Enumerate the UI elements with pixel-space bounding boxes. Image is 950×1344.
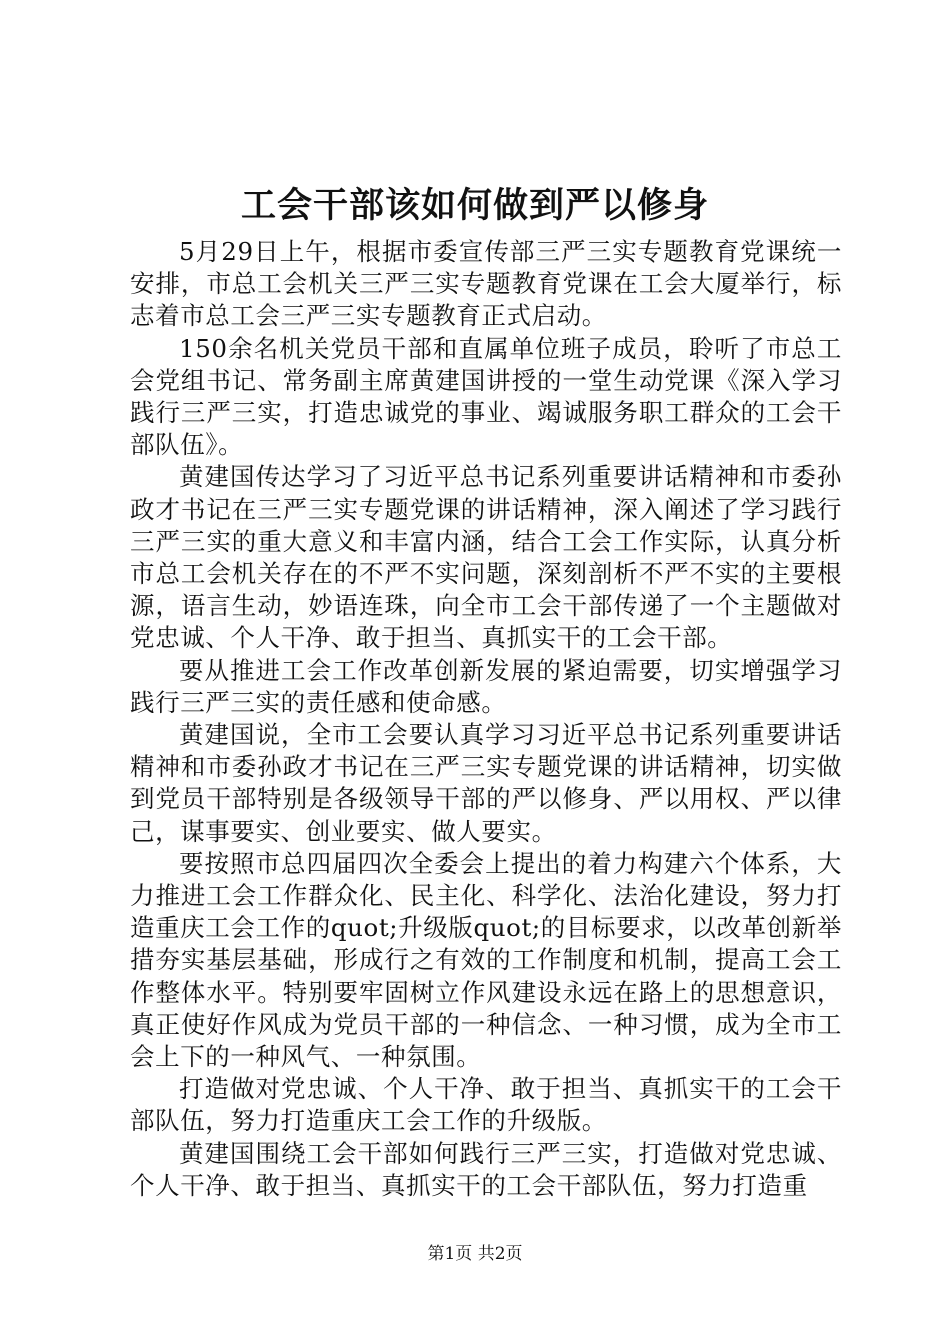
paragraph: 黄建国围绕工会干部如何践行三严三实，打造做对党忠诚、个人干净、敢于担当、真抓实干的工会干部队伍，努力打造重 (130, 1138, 842, 1200)
paragraph: 黄建国传达学习了习近平总书记系列重要讲话精神和市委孙政才书记在三严三实专题党课的讲话精神，深入阐述了学习践行三严三实的重大意义和丰富内涵，结合工会工作实际，认真分析市总工会机关存在的不严不实问题，深刻剖析不严不实的主要根源，语言生动，妙语连珠，向全市工会干部传递了一个主题做对党忠诚、个人干净、敢于担当、真抓实干的工会干部。 (130, 462, 842, 653)
paragraph: 黄建国说，全市工会要认真学习习近平总书记系列重要讲话精神和市委孙政才书记在三严三实专题党课的讲话精神，切实做到党员干部特别是各级领导干部的严以修身、严以用权、严以律己，谋事要实、创业要实、做人要实。 (130, 720, 842, 846)
paragraph: 5月29日上午，根据市委宣传部三严三实专题教育党课统一安排，市总工会机关三严三实专题教育党课在工会大厦举行，标志着市总工会三严三实专题教育正式启动。 (130, 237, 842, 331)
document-title: 工会干部该如何做到严以修身 (240, 185, 709, 226)
paragraph: 要按照市总四届四次全委会上提出的着力构建六个体系，大力推进工会工作群众化、民主化、科学化、法治化建设，努力打造重庆工会工作的quot;升级版quot;的目标要求，以改革创新举措夯实基层基础，形成行之有效的工作制度和机制，提高工会工作整体水平。特别要牢固树立作风建设永远在路上的思想意识，真正使好作风成为党员干部的一种信念、一种习惯，成为全市工会上下的一种风气、一种氛围。 (130, 848, 842, 1072)
page-number-footer: 第1页 共2页 (427, 1244, 523, 1264)
paragraph: 打造做对党忠诚、个人干净、敢于担当、真抓实干的工会干部队伍，努力打造重庆工会工作的升级版。 (130, 1074, 842, 1136)
document-body (130, 236, 842, 1202)
paragraph: 要从推进工会工作改革创新发展的紧迫需要，切实增强学习践行三严三实的责任感和使命感。 (130, 655, 842, 717)
paragraph: 150余名机关党员干部和直属单位班子成员，聆听了市总工会党组书记、常务副主席黄建国讲授的一堂生动党课《深入学习践行三严三实，打造忠诚党的事业、竭诚服务职工群众的工会干部队伍》。 (130, 333, 842, 460)
